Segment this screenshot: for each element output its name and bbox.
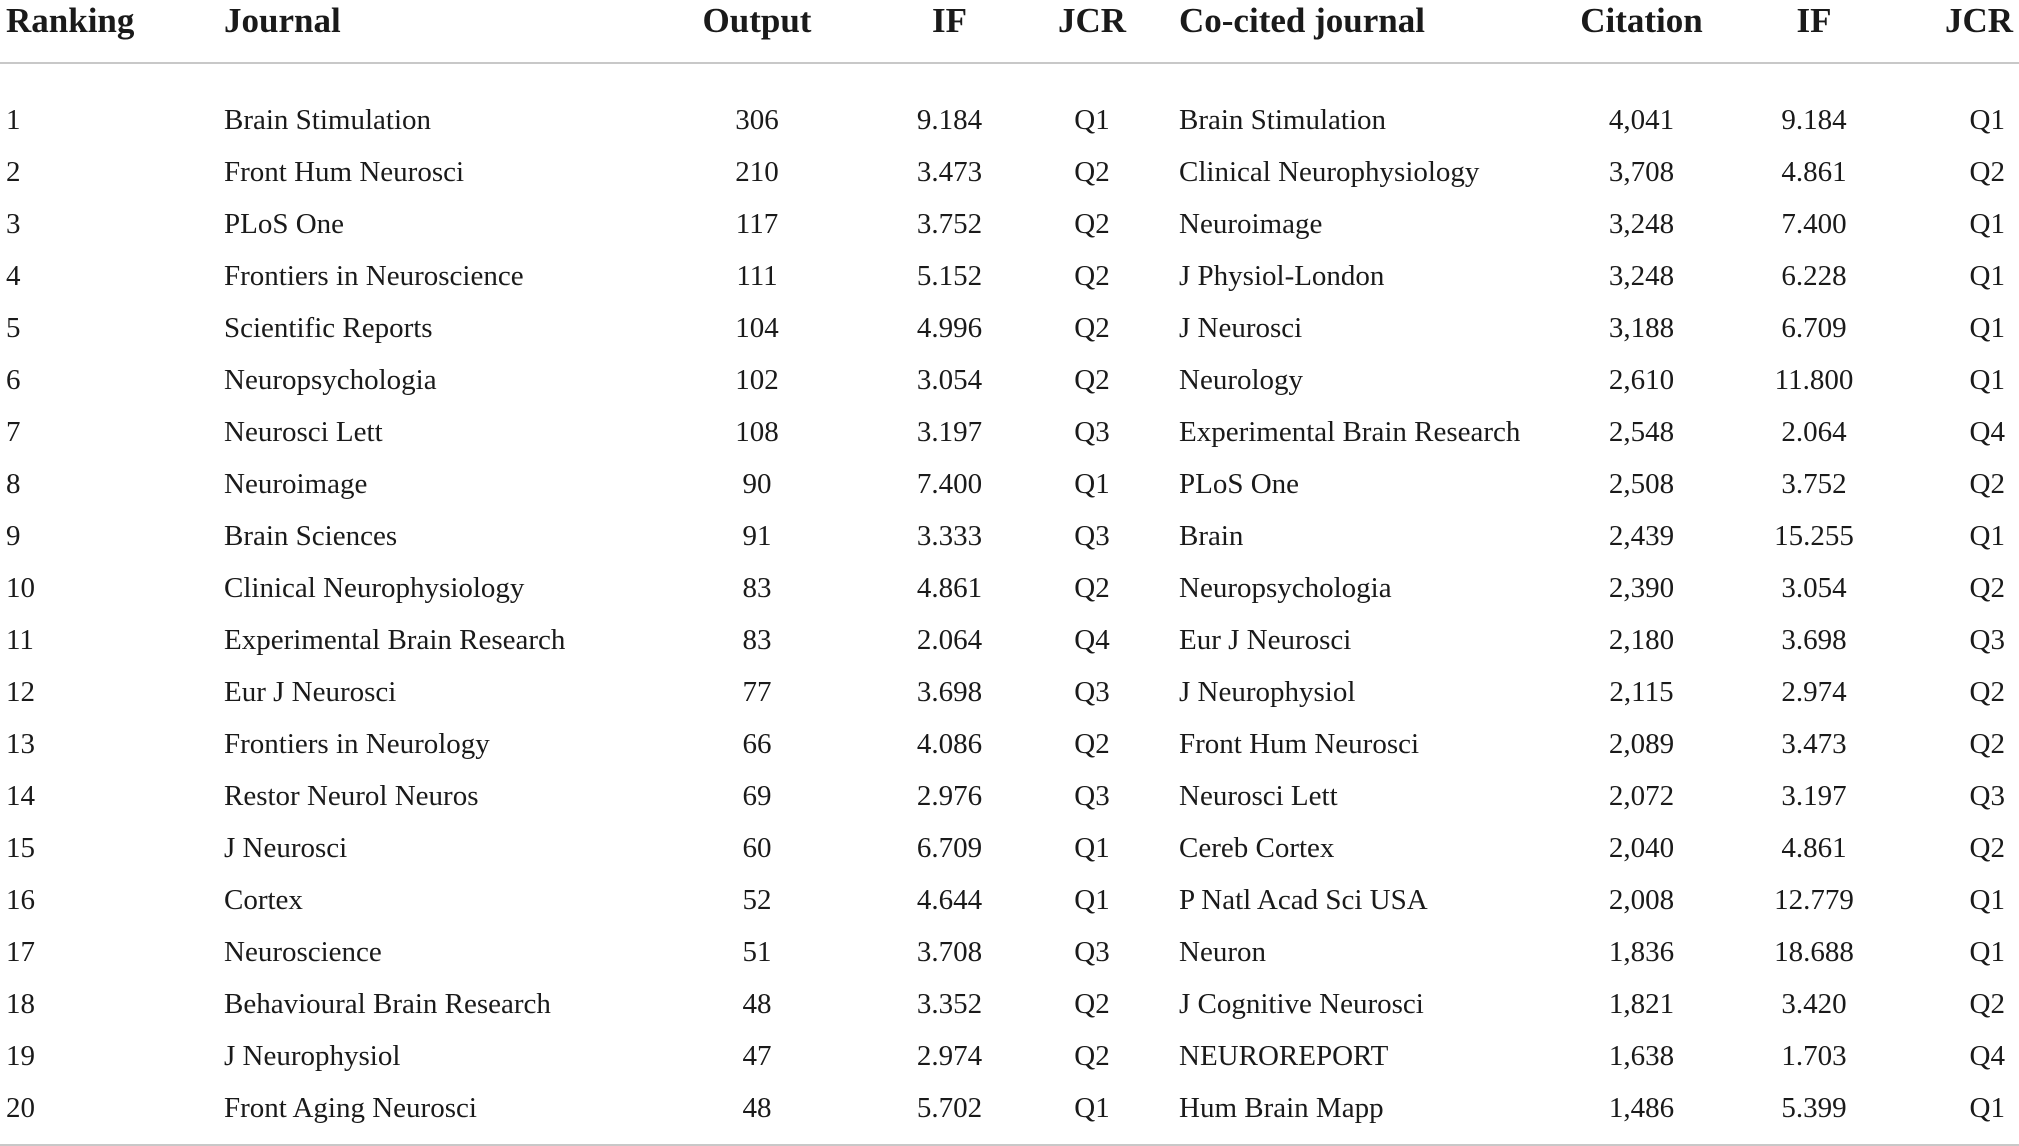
cell-if: 2.064 [916, 624, 983, 656]
table-row [0, 926, 2019, 978]
header-co-cited-journal: Co-cited journal [1147, 0, 1549, 63]
cell-co-cited-jcr: Q2 [1969, 676, 2005, 708]
cell-co-cited-journal: Front Hum Neurosci [1179, 728, 1420, 760]
table-row [0, 614, 2019, 666]
cell-co-cited-jcr: Q2 [1969, 572, 2005, 604]
cell-jcr: Q3 [1074, 936, 1110, 968]
cell-journal: J Neurosci [224, 832, 348, 864]
cell-ranking: 8 [6, 468, 21, 500]
cell-citation: 3,708 [1608, 156, 1675, 188]
cell-citation: 2,008 [1608, 884, 1675, 916]
cell-jcr: Q2 [1074, 728, 1110, 760]
cell-co-cited-jcr: Q1 [1969, 884, 2005, 916]
cell-co-cited-if: 12.779 [1774, 884, 1854, 916]
cell-output: 91 [742, 520, 772, 552]
cell-citation: 1,486 [1549, 1082, 1734, 1145]
cell-co-cited-jcr: Q3 [1969, 780, 2005, 812]
cell-if: 3.054 [916, 364, 983, 396]
cell-if: 3.352 [916, 988, 983, 1020]
cell-citation: 2,610 [1608, 364, 1675, 396]
cell-ranking: 19 [6, 1040, 35, 1072]
cell-ranking: 5 [6, 312, 21, 344]
cell-journal: PLoS One [224, 208, 345, 240]
cell-co-cited-if: 3.420 [1781, 988, 1847, 1020]
cell-if: 3.473 [916, 156, 983, 188]
cell-ranking: 4 [6, 260, 21, 292]
cell-ranking: 12 [6, 676, 35, 708]
cell-jcr: Q2 [1074, 312, 1110, 344]
cell-co-cited-journal: Experimental Brain Research [1179, 416, 1521, 448]
cell-jcr: Q2 [1074, 1040, 1110, 1072]
cell-output: 66 [742, 728, 772, 760]
cell-ranking: 18 [6, 988, 35, 1020]
cell-journal: Frontiers in Neuroscience [224, 260, 524, 292]
table-row [0, 874, 2019, 926]
cell-jcr: Q3 [1074, 520, 1110, 552]
cell-journal: Restor Neurol Neuros [224, 780, 479, 812]
cell-if: 9.184 [916, 104, 983, 136]
cell-co-cited-if: 2.064 [1781, 416, 1847, 448]
cell-jcr: Q2 [1074, 572, 1110, 604]
cell-ranking: 9 [6, 520, 21, 552]
cell-journal: J Neurophysiol [224, 1040, 401, 1072]
cell-co-cited-if: 3.197 [1781, 780, 1847, 812]
cell-citation: 4,041 [1608, 104, 1675, 136]
cell-co-cited-if: 4.861 [1781, 156, 1847, 188]
cell-output: 210 [735, 156, 779, 188]
cell-jcr: Q2 [1074, 260, 1110, 292]
cell-co-cited-journal: NEUROREPORT [1179, 1040, 1389, 1072]
cell-co-cited-if: 6.709 [1781, 312, 1847, 344]
cell-output: 111 [736, 260, 778, 292]
cell-output: 48 [742, 988, 772, 1020]
cell-if: 5.152 [916, 260, 983, 292]
cell-ranking: 15 [6, 832, 35, 864]
table-row [0, 146, 2019, 198]
cell-co-cited-jcr: Q1 [1969, 312, 2005, 344]
cell-co-cited-jcr: Q2 [1969, 468, 2005, 500]
cell-journal: Behavioural Brain Research [224, 988, 551, 1020]
cell-journal: Experimental Brain Research [224, 624, 566, 656]
cell-co-cited-if: 2.974 [1781, 676, 1847, 708]
header-ranking: Ranking [0, 0, 224, 63]
cell-jcr: Q3 [1074, 676, 1110, 708]
header-co-cited-if: IF [1734, 0, 1894, 63]
cell-jcr: Q1 [1074, 104, 1110, 136]
cell-journal: Clinical Neurophysiology [224, 572, 525, 604]
cell-co-cited-if: 15.255 [1774, 520, 1854, 552]
table-row [0, 302, 2019, 354]
cell-ranking: 6 [6, 364, 21, 396]
cell-output: 60 [742, 832, 772, 864]
cell-output: 77 [742, 676, 772, 708]
cell-ranking: 7 [6, 416, 21, 448]
cell-output: 52 [742, 884, 772, 916]
cell-journal: Frontiers in Neurology [224, 728, 490, 760]
cell-citation: 2,040 [1608, 832, 1675, 864]
header-journal: Journal [224, 0, 652, 63]
cell-if: 3.698 [916, 676, 983, 708]
cell-journal: Eur J Neurosci [224, 676, 397, 708]
cell-jcr: Q1 [1074, 468, 1110, 500]
cell-journal: Brain Stimulation [224, 104, 432, 136]
cell-co-cited-jcr: Q1 [1969, 364, 2005, 396]
cell-if: 3.752 [916, 208, 983, 240]
table-row [0, 978, 2019, 1030]
cell-co-cited-if: 3.473 [1781, 728, 1847, 760]
header-jcr: JCR [1037, 0, 1147, 63]
cell-co-cited-if: 1.703 [1781, 1040, 1847, 1072]
cell-output: 306 [735, 104, 779, 136]
cell-citation: 2,180 [1608, 624, 1675, 656]
cell-citation: 2,089 [1608, 728, 1675, 760]
table-row [0, 822, 2019, 874]
cell-co-cited-if: 6.228 [1781, 260, 1847, 292]
cell-journal: Neurosci Lett [224, 416, 383, 448]
header-if: IF [862, 0, 1037, 63]
cell-jcr: Q1 [1074, 884, 1110, 916]
cell-co-cited-jcr: Q1 [1894, 1082, 2019, 1145]
cell-if: 3.708 [916, 936, 983, 968]
cell-co-cited-jcr: Q1 [1969, 208, 2005, 240]
cell-ranking: 3 [6, 208, 21, 240]
cell-co-cited-if: 3.698 [1781, 624, 1847, 656]
cell-output: 102 [735, 364, 779, 396]
cell-co-cited-journal: J Cognitive Neurosci [1179, 988, 1424, 1020]
cell-journal: Neuropsychologia [224, 364, 437, 396]
cell-if: 3.197 [916, 416, 983, 448]
cell-co-cited-if: 3.054 [1781, 572, 1847, 604]
table-row [0, 770, 2019, 822]
cell-co-cited-journal: Neurosci Lett [1179, 780, 1338, 812]
cell-citation: 2,072 [1608, 780, 1675, 812]
table-row [0, 63, 2019, 146]
header-co-cited-jcr: JCR [1894, 0, 2019, 63]
cell-if: 5.702 [862, 1082, 1037, 1145]
cell-co-cited-jcr: Q1 [1969, 936, 2005, 968]
cell-jcr: Q3 [1074, 416, 1110, 448]
cell-co-cited-if: 4.861 [1781, 832, 1847, 864]
cell-citation: 1,638 [1608, 1040, 1675, 1072]
cell-if: 4.861 [916, 572, 983, 604]
cell-journal: Front Hum Neurosci [224, 156, 465, 188]
cell-co-cited-jcr: Q2 [1969, 832, 2005, 864]
cell-output: 47 [742, 1040, 772, 1072]
cell-if: 6.709 [916, 832, 983, 864]
table-row [0, 562, 2019, 614]
cell-co-cited-jcr: Q1 [1969, 520, 2005, 552]
cell-jcr: Q2 [1074, 208, 1110, 240]
cell-jcr: Q2 [1074, 988, 1110, 1020]
cell-output: 90 [742, 468, 772, 500]
cell-co-cited-journal: P Natl Acad Sci USA [1179, 884, 1428, 916]
cell-co-cited-jcr: Q1 [1969, 104, 2005, 136]
table-row [0, 1030, 2019, 1082]
table-row [0, 198, 2019, 250]
cell-citation: 3,188 [1608, 312, 1675, 344]
cell-journal: Scientific Reports [224, 312, 433, 344]
cell-co-cited-journal: Hum Brain Mapp [1147, 1082, 1549, 1145]
header-citation: Citation [1549, 0, 1734, 63]
cell-citation: 1,821 [1608, 988, 1675, 1020]
cell-jcr: Q2 [1074, 364, 1110, 396]
table-row [0, 510, 2019, 562]
cell-ranking: 20 [0, 1082, 224, 1145]
cell-jcr: Q4 [1074, 624, 1110, 656]
cell-co-cited-if: 18.688 [1774, 936, 1854, 968]
cell-ranking: 13 [6, 728, 35, 760]
cell-ranking: 11 [6, 624, 34, 656]
cell-output: 104 [735, 312, 779, 344]
cell-output: 108 [735, 416, 779, 448]
cell-if: 4.086 [916, 728, 983, 760]
cell-citation: 3,248 [1608, 260, 1675, 292]
table-row [0, 250, 2019, 302]
cell-co-cited-jcr: Q1 [1969, 260, 2005, 292]
table-row [0, 1082, 2019, 1145]
cell-if: 7.400 [916, 468, 983, 500]
cell-output: 69 [742, 780, 772, 812]
cell-co-cited-if: 7.400 [1781, 208, 1847, 240]
cell-co-cited-journal: Neurology [1179, 364, 1304, 396]
header-output: Output [652, 0, 862, 63]
cell-citation: 2,390 [1608, 572, 1675, 604]
table-row [0, 458, 2019, 510]
cell-if: 2.974 [916, 1040, 983, 1072]
cell-co-cited-journal: Clinical Neurophysiology [1179, 156, 1480, 188]
cell-ranking: 2 [6, 156, 21, 188]
cell-jcr: Q3 [1074, 780, 1110, 812]
cell-citation: 3,248 [1608, 208, 1675, 240]
cell-co-cited-journal: Neuron [1179, 936, 1266, 968]
cell-citation: 2,439 [1608, 520, 1675, 552]
cell-output: 83 [742, 572, 772, 604]
cell-co-cited-journal: Eur J Neurosci [1179, 624, 1352, 656]
cell-if: 3.333 [916, 520, 983, 552]
table-row [0, 354, 2019, 406]
cell-output: 51 [742, 936, 772, 968]
cell-journal: Cortex [224, 884, 303, 916]
cell-jcr: Q1 [1037, 1082, 1147, 1145]
cell-journal: Neuroimage [224, 468, 368, 500]
cell-co-cited-journal: Cereb Cortex [1179, 832, 1335, 864]
cell-co-cited-jcr: Q2 [1969, 156, 2005, 188]
cell-ranking: 16 [6, 884, 35, 916]
cell-ranking: 10 [6, 572, 35, 604]
cell-if: 2.976 [916, 780, 983, 812]
cell-ranking: 14 [6, 780, 35, 812]
cell-if: 4.996 [916, 312, 983, 344]
table-header-row [0, 0, 2019, 63]
cell-co-cited-journal: Brain Stimulation [1179, 104, 1387, 136]
cell-citation: 2,548 [1608, 416, 1675, 448]
table-row [0, 406, 2019, 458]
table-body [0, 63, 2019, 1145]
cell-journal: Front Aging Neurosci [224, 1082, 652, 1145]
cell-co-cited-journal: Neuroimage [1179, 208, 1323, 240]
cell-ranking: 17 [6, 936, 35, 968]
cell-co-cited-journal: Neuropsychologia [1179, 572, 1392, 604]
cell-co-cited-jcr: Q2 [1969, 988, 2005, 1020]
cell-co-cited-journal: J Neurophysiol [1179, 676, 1356, 708]
cell-if: 4.644 [916, 884, 983, 916]
cell-co-cited-jcr: Q4 [1969, 1040, 2005, 1072]
cell-co-cited-journal: Brain [1179, 520, 1244, 552]
cell-co-cited-jcr: Q4 [1969, 416, 2005, 448]
cell-citation: 2,508 [1608, 468, 1675, 500]
table-row [0, 718, 2019, 770]
cell-co-cited-jcr: Q3 [1969, 624, 2005, 656]
table-row [0, 666, 2019, 718]
cell-citation: 1,836 [1608, 936, 1675, 968]
cell-co-cited-journal: J Physiol-London [1179, 260, 1385, 292]
cell-journal: Neuroscience [224, 936, 382, 968]
cell-co-cited-jcr: Q2 [1969, 728, 2005, 760]
cell-ranking: 1 [6, 104, 21, 136]
cell-citation: 2,115 [1609, 676, 1674, 708]
cell-jcr: Q2 [1074, 156, 1110, 188]
cell-co-cited-journal: PLoS One [1179, 468, 1300, 500]
cell-output: 48 [652, 1082, 862, 1145]
cell-co-cited-if: 11.800 [1774, 364, 1854, 396]
cell-output: 117 [735, 208, 779, 240]
cell-co-cited-if: 9.184 [1781, 104, 1847, 136]
cell-co-cited-journal: J Neurosci [1179, 312, 1303, 344]
cell-output: 83 [742, 624, 772, 656]
cell-co-cited-if: 5.399 [1734, 1082, 1894, 1145]
cell-journal: Brain Sciences [224, 520, 398, 552]
cell-co-cited-if: 3.752 [1781, 468, 1847, 500]
cell-jcr: Q1 [1074, 832, 1110, 864]
